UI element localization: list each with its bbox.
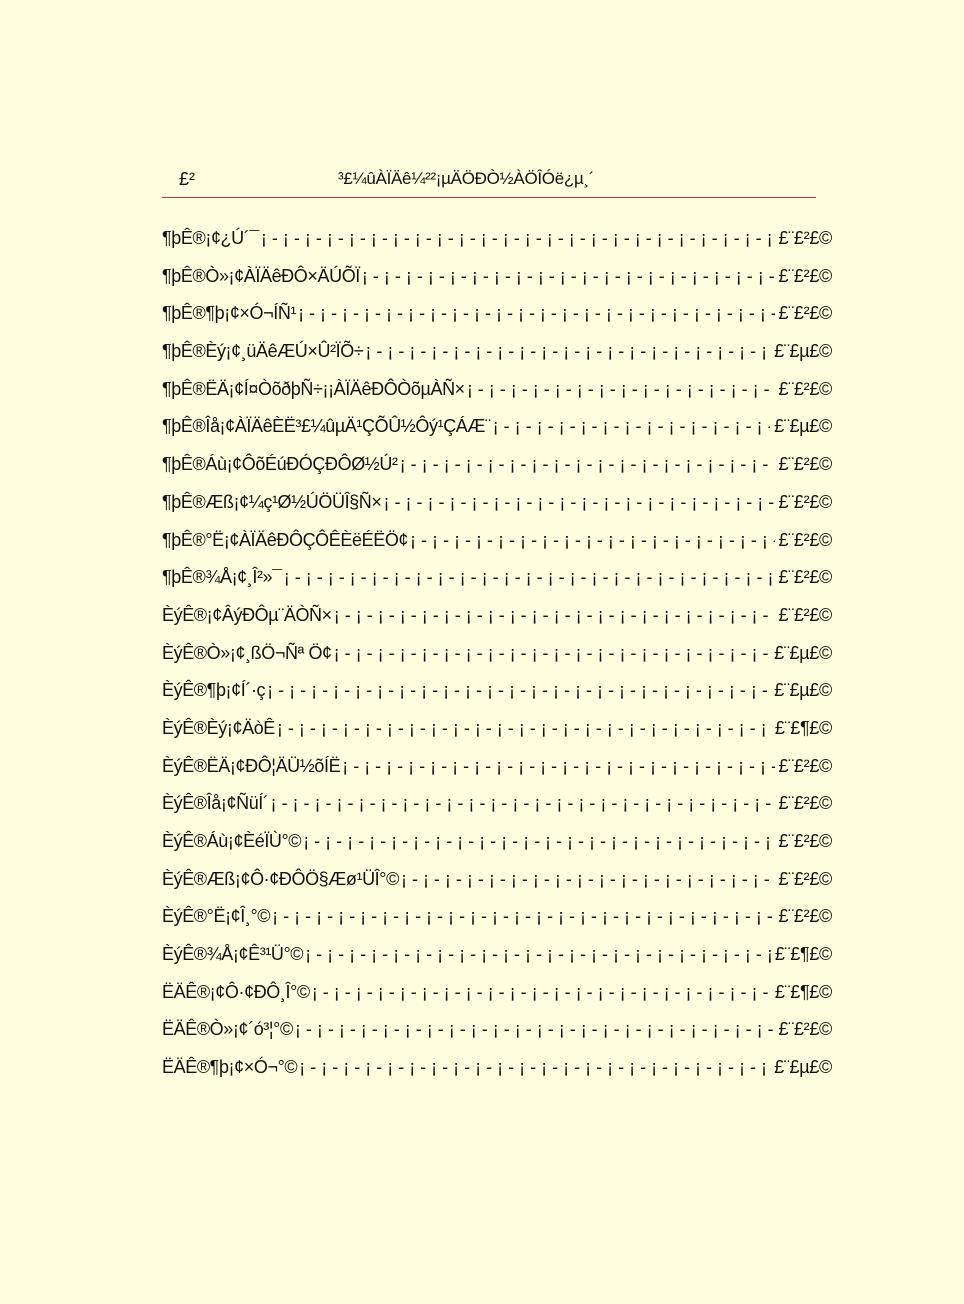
toc-entry: [162, 453, 832, 491]
toc-entry-page: £¨£²£©: [778, 228, 832, 248]
toc-entry: [162, 717, 832, 755]
dot-leader: [334, 642, 770, 664]
dot-leader: [384, 491, 775, 513]
table-of-contents: [162, 227, 832, 1094]
toc-entry-title: ÈýÊ®°Ë¡¢Î¸°©: [162, 906, 271, 927]
toc-entry-page: £¨£µ£©: [774, 680, 832, 701]
toc-entry-title: ¶þÊ®¡¢¿Ú´¯: [162, 228, 259, 248]
toc-entry-title: ÈýÊ®¡¢ÂýÐÔµ¨ÄÒÑ×: [162, 604, 332, 625]
dot-leader: [272, 905, 774, 927]
toc-entry: [162, 302, 832, 340]
toc-entry-page: £¨£¶£©: [774, 944, 832, 965]
toc-entry-page: £¨£¶£©: [774, 981, 832, 1002]
toc-entry: [162, 981, 832, 1019]
toc-entry-title: ÈýÊ®¾Å¡¢Ê³¹Ü°©: [162, 944, 304, 965]
toc-entry-page: £¨£µ£©: [774, 416, 832, 437]
toc-entry: [162, 604, 832, 642]
toc-entry-page: £¨£²£©: [778, 906, 832, 927]
toc-entry-page: £¨£²£©: [778, 303, 832, 324]
dot-leader: [334, 604, 775, 626]
toc-entry-title: ÈýÊ®Ò»¡¢¸ßÖ¬Ñª Ö¢: [162, 642, 332, 663]
toc-entry: [162, 679, 832, 717]
toc-entry-page: £¨£²£©: [778, 831, 832, 851]
toc-entry: [162, 642, 832, 680]
toc-entry: [162, 378, 832, 416]
toc-entry-title: ¶þÊ®Îå¡¢ÀÏÄêÈË³£¼ûµÄ¹ÇÕÛ½Ôý¹ÇÁÆ¨: [162, 416, 491, 437]
toc-entry-title: ÈýÊ®Îå¡¢ÑüÍ´: [162, 793, 269, 814]
toc-entry: [162, 868, 832, 906]
toc-entry: [162, 1056, 832, 1094]
toc-entry: [162, 227, 832, 265]
toc-entry-page: £¨£²£©: [778, 755, 832, 776]
toc-entry-title: ÈýÊ®Æß¡¢Ô·¢ÐÔÖ§Æø¹ÜÎ°©: [162, 868, 399, 889]
dot-leader: [312, 981, 771, 1003]
toc-entry-title: ¶þÊ®¶þ¡¢×Ó¬ÍÑ¹: [162, 303, 297, 324]
toc-entry-page: £¨£²£©: [778, 491, 832, 512]
dot-leader: [400, 453, 775, 475]
toc-entry-page: £¨£²£©: [778, 868, 832, 889]
toc-entry: [162, 491, 832, 529]
toc-entry-page: £¨£¶£©: [774, 717, 832, 738]
running-title: ³£¼ûÀÏÄê¼²²¡µÄÖÐÒ½ÀÖÎÓë¿µ¸´: [338, 169, 595, 188]
toc-entry: [162, 755, 832, 793]
toc-entry-title: ¶þÊ®¾Å¡¢¸Î²»¯: [162, 567, 282, 588]
dot-leader: [284, 566, 775, 588]
toc-entry-title: ¶þÊ®Ò»¡¢ÀÏÄêÐÔ×ÄÚÕÏ: [162, 265, 360, 286]
toc-entry: [162, 792, 832, 830]
toc-entry-page: £¨£²£©: [778, 454, 832, 475]
toc-entry: [162, 943, 832, 981]
toc-entry-title: ÈýÊ®¶þ¡¢Í´·ç: [162, 680, 266, 701]
toc-entry-page: £¨£²£©: [778, 604, 832, 625]
toc-entry-title: ¶þÊ®ËÄ¡¢Í¤ÒõðþÑ÷¡¡ÀÏÄêÐÔÒõµÀÑ×: [162, 378, 465, 399]
toc-entry: [162, 340, 832, 378]
toc-entry-title: ¶þÊ®°Ë¡¢ÀÏÄêÐÔÇÔÊÈëÉËÖ¢: [162, 529, 409, 550]
toc-entry-page: £¨£µ£©: [774, 341, 832, 362]
dot-leader: [493, 415, 771, 437]
toc-entry-page: £¨£²£©: [778, 378, 832, 399]
dot-leader: [271, 792, 775, 814]
header-rule: [162, 197, 816, 198]
toc-entry: [162, 415, 832, 453]
toc-entry: [162, 1018, 832, 1056]
dot-leader: [298, 302, 774, 324]
dot-leader: [277, 717, 771, 739]
dot-leader: [267, 679, 770, 701]
toc-entry-page: £¨£µ£©: [774, 642, 832, 663]
dot-leader: [295, 1018, 775, 1040]
toc-entry-page: £¨£²£©: [778, 793, 832, 814]
toc-entry-page: £¨£²£©: [778, 265, 832, 286]
dot-leader: [365, 340, 770, 362]
toc-entry-title: ËÄÊ®¡¢Ô·¢ÐÔ¸Î°©: [162, 981, 310, 1002]
dot-leader: [342, 755, 774, 777]
toc-entry-title: ¶þÊ®Èý¡¢¸üÄêÆÚ×Û²ÏÕ÷: [162, 341, 364, 362]
toc-entry-page: £¨£µ£©: [774, 1057, 832, 1078]
toc-entry-title: ÈýÊ®Áù¡¢ÈéÏÙ°©: [162, 831, 302, 851]
toc-entry: [162, 529, 832, 567]
toc-entry-title: ËÄÊ®¶þ¡¢×Ó¬°©: [162, 1057, 298, 1078]
toc-entry: [162, 905, 832, 943]
dot-leader: [261, 227, 775, 249]
dot-leader: [305, 943, 771, 965]
toc-entry: [162, 265, 832, 303]
dot-leader: [467, 378, 775, 400]
toc-entry-title: ¶þÊ®Áù¡¢ÔõÉúÐÓÇÐÔØ½Ú²: [162, 454, 398, 475]
toc-entry: [162, 566, 832, 604]
dot-leader: [362, 265, 775, 287]
dot-leader: [303, 830, 774, 852]
toc-entry: [162, 830, 832, 868]
toc-entry-title: ¶þÊ®Æß¡¢¼ç¹Ø½ÚÖÜÎ§Ñ×: [162, 491, 382, 512]
toc-entry-page: £¨£²£©: [778, 567, 832, 588]
dot-leader: [410, 529, 774, 551]
page-header: [162, 168, 816, 198]
toc-entry-title: ËÄÊ®Ò»¡¢´ó³¦°©: [162, 1019, 293, 1040]
toc-entry-page: £¨£²£©: [778, 1019, 832, 1040]
dot-leader: [401, 868, 775, 890]
dot-leader: [299, 1056, 770, 1078]
toc-entry-title: ÈýÊ®ËÄ¡¢ÐÔ¦ÄÜ½õÍË: [162, 755, 341, 776]
toc-entry-page: £¨£²£©: [778, 529, 832, 550]
toc-entry-title: ÈýÊ®Èý¡¢ÄòÊ: [162, 717, 275, 738]
page-number: £²: [179, 169, 196, 189]
